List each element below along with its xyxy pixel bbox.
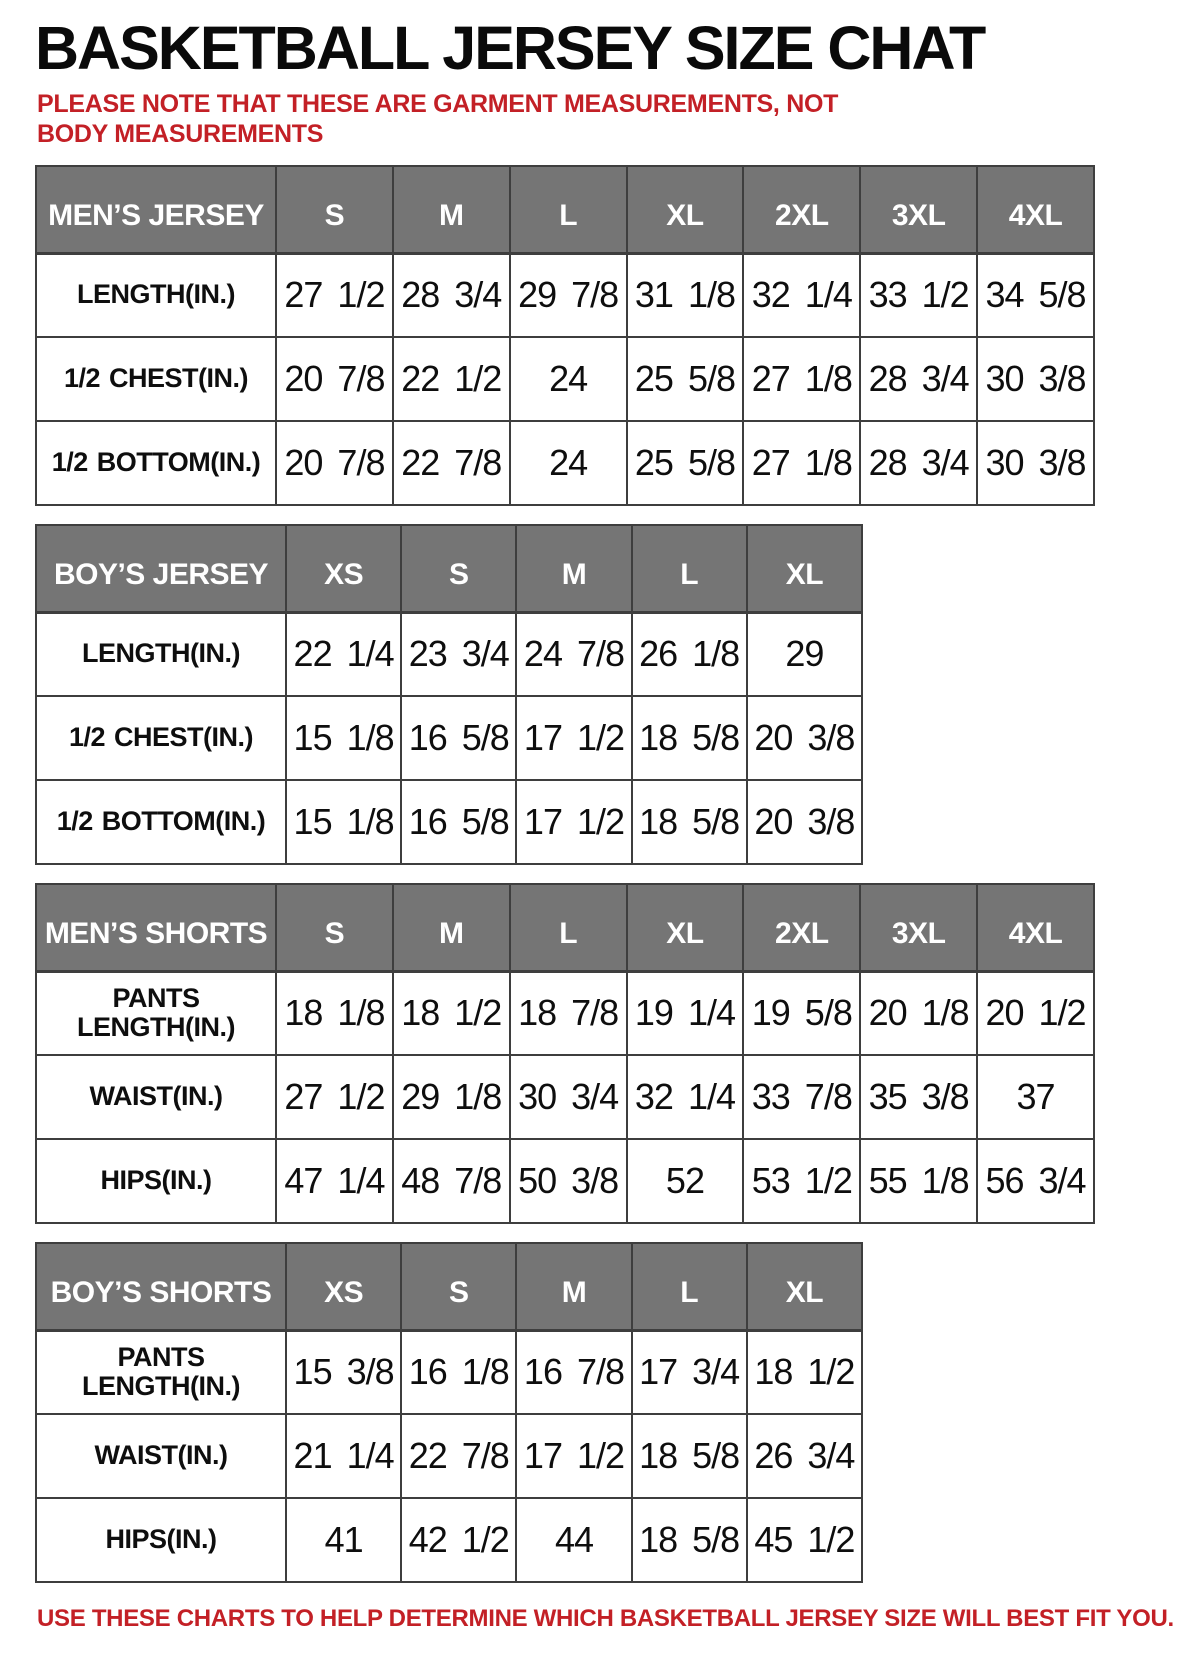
measurement-value-cell: 33 1/2 <box>860 253 977 337</box>
size-column-header: S <box>276 884 393 971</box>
size-column-header: L <box>632 525 747 612</box>
header-row <box>36 525 862 612</box>
size-column-header: XS <box>286 1243 401 1330</box>
measurement-value-cell: 20 7/8 <box>276 421 393 505</box>
table-row <box>36 253 1094 337</box>
size-column-header: S <box>401 1243 516 1330</box>
measurement-value-cell: 26 3/4 <box>747 1414 862 1498</box>
header-row <box>36 884 1094 971</box>
header-row <box>36 1243 862 1330</box>
measurement-value-cell: 50 3/8 <box>510 1139 627 1223</box>
measurement-value-cell: 25 5/8 <box>627 337 744 421</box>
table-row <box>36 696 862 780</box>
size-column-header: M <box>516 525 631 612</box>
row-label-cell: PANTS LENGTH(IN.) <box>36 971 276 1055</box>
size-column-header: XS <box>286 525 401 612</box>
header-row <box>36 166 1094 253</box>
measurement-value-cell: 27 1/8 <box>743 421 860 505</box>
measurement-value-cell: 15 3/8 <box>286 1330 401 1414</box>
measurement-value-cell: 18 5/8 <box>632 780 747 864</box>
size-table-4 <box>35 1242 863 1583</box>
measurement-value-cell: 48 7/8 <box>393 1139 510 1223</box>
measurement-value-cell: 21 1/4 <box>286 1414 401 1498</box>
size-column-header: XL <box>747 1243 862 1330</box>
table-name-cell: BOY’S SHORTS <box>36 1243 286 1330</box>
row-label-cell: LENGTH(IN.) <box>36 612 286 696</box>
measurement-value-cell: 20 1/2 <box>977 971 1094 1055</box>
size-column-header: 2XL <box>743 166 860 253</box>
measurement-value-cell: 17 1/2 <box>516 1414 631 1498</box>
measurement-value-cell: 37 <box>977 1055 1094 1139</box>
measurement-value-cell: 32 1/4 <box>627 1055 744 1139</box>
measurement-value-cell: 30 3/4 <box>510 1055 627 1139</box>
measurement-value-cell: 18 5/8 <box>632 696 747 780</box>
size-table-3 <box>35 883 1095 1224</box>
measurement-value-cell: 16 5/8 <box>401 696 516 780</box>
measurement-value-cell: 30 3/8 <box>977 421 1094 505</box>
measurement-value-cell: 16 7/8 <box>516 1330 631 1414</box>
size-column-header: XL <box>627 884 744 971</box>
table-name-cell: MEN’S JERSEY <box>36 166 276 253</box>
row-label-cell: 1/2 BOTTOM(IN.) <box>36 780 286 864</box>
size-column-header: 4XL <box>977 884 1094 971</box>
measurement-value-cell: 24 7/8 <box>516 612 631 696</box>
measurement-value-cell: 33 7/8 <box>743 1055 860 1139</box>
row-label-cell: HIPS(IN.) <box>36 1139 276 1223</box>
measurement-value-cell: 53 1/2 <box>743 1139 860 1223</box>
measurement-value-cell: 20 7/8 <box>276 337 393 421</box>
measurement-value-cell: 27 1/8 <box>743 337 860 421</box>
measurement-value-cell: 22 7/8 <box>401 1414 516 1498</box>
row-label-cell: 1/2 CHEST(IN.) <box>36 337 276 421</box>
size-column-header: XL <box>747 525 862 612</box>
measurement-value-cell: 20 3/8 <box>747 696 862 780</box>
measurement-value-cell: 16 5/8 <box>401 780 516 864</box>
measurement-value-cell: 20 1/8 <box>860 971 977 1055</box>
measurement-value-cell: 29 1/8 <box>393 1055 510 1139</box>
table-name-cell: BOY’S JERSEY <box>36 525 286 612</box>
measurement-value-cell: 55 1/8 <box>860 1139 977 1223</box>
table-row <box>36 1498 862 1582</box>
footer-note: USE THESE CHARTS TO HELP DETERMINE WHICH BASKETBALL JERSEY SIZE WILL BEST FIT YOU. <box>37 1605 1174 1633</box>
size-column-header: 2XL <box>743 884 860 971</box>
table-row <box>36 1055 1094 1139</box>
measurement-value-cell: 28 3/4 <box>860 421 977 505</box>
measurement-value-cell: 18 5/8 <box>632 1498 747 1582</box>
measurement-value-cell: 25 5/8 <box>627 421 744 505</box>
size-table-1 <box>35 165 1095 506</box>
size-column-header: 4XL <box>977 166 1094 253</box>
size-column-header: L <box>510 166 627 253</box>
measurement-value-cell: 18 5/8 <box>632 1414 747 1498</box>
measurement-value-cell: 44 <box>516 1498 631 1582</box>
measurement-value-cell: 24 <box>510 421 627 505</box>
row-label-cell: WAIST(IN.) <box>36 1414 286 1498</box>
tables-host <box>35 165 1170 1583</box>
row-label-cell: WAIST(IN.) <box>36 1055 276 1139</box>
garment-measurement-note: PLEASE NOTE THAT THESE ARE GARMENT MEASUREMENTS, NOT BODY MEASUREMENTS <box>37 90 839 148</box>
measurement-value-cell: 32 1/4 <box>743 253 860 337</box>
row-label-cell: HIPS(IN.) <box>36 1498 286 1582</box>
measurement-value-cell: 27 1/2 <box>276 1055 393 1139</box>
measurement-value-cell: 20 3/8 <box>747 780 862 864</box>
page-title: BASKETBALL JERSEY SIZE CHAT <box>35 14 985 82</box>
row-label-cell: LENGTH(IN.) <box>36 253 276 337</box>
size-column-header: M <box>516 1243 631 1330</box>
measurement-value-cell: 22 7/8 <box>393 421 510 505</box>
measurement-value-cell: 17 1/2 <box>516 780 631 864</box>
measurement-value-cell: 26 1/8 <box>632 612 747 696</box>
measurement-value-cell: 17 3/4 <box>632 1330 747 1414</box>
measurement-value-cell: 56 3/4 <box>977 1139 1094 1223</box>
measurement-value-cell: 22 1/2 <box>393 337 510 421</box>
table-row <box>36 1139 1094 1223</box>
measurement-value-cell: 23 3/4 <box>401 612 516 696</box>
table-name-cell: MEN’S SHORTS <box>36 884 276 971</box>
measurement-value-cell: 19 5/8 <box>743 971 860 1055</box>
table-row <box>36 612 862 696</box>
size-column-header: M <box>393 166 510 253</box>
size-column-header: 3XL <box>860 884 977 971</box>
measurement-value-cell: 29 <box>747 612 862 696</box>
measurement-value-cell: 22 1/4 <box>286 612 401 696</box>
measurement-value-cell: 19 1/4 <box>627 971 744 1055</box>
row-label-cell: 1/2 CHEST(IN.) <box>36 696 286 780</box>
table-row <box>36 780 862 864</box>
measurement-value-cell: 18 1/2 <box>747 1330 862 1414</box>
table-row <box>36 337 1094 421</box>
measurement-value-cell: 24 <box>510 337 627 421</box>
table-row <box>36 421 1094 505</box>
row-label-cell: 1/2 BOTTOM(IN.) <box>36 421 276 505</box>
size-column-header: S <box>401 525 516 612</box>
measurement-value-cell: 47 1/4 <box>276 1139 393 1223</box>
measurement-value-cell: 18 1/2 <box>393 971 510 1055</box>
size-column-header: L <box>510 884 627 971</box>
measurement-value-cell: 35 3/8 <box>860 1055 977 1139</box>
measurement-value-cell: 28 3/4 <box>860 337 977 421</box>
measurement-value-cell: 30 3/8 <box>977 337 1094 421</box>
table-row <box>36 1330 862 1414</box>
row-label-cell: PANTS LENGTH(IN.) <box>36 1330 286 1414</box>
measurement-value-cell: 15 1/8 <box>286 780 401 864</box>
measurement-value-cell: 15 1/8 <box>286 696 401 780</box>
size-table-2 <box>35 524 863 865</box>
size-column-header: L <box>632 1243 747 1330</box>
measurement-value-cell: 45 1/2 <box>747 1498 862 1582</box>
measurement-value-cell: 16 1/8 <box>401 1330 516 1414</box>
size-column-header: S <box>276 166 393 253</box>
size-column-header: M <box>393 884 510 971</box>
measurement-value-cell: 28 3/4 <box>393 253 510 337</box>
table-row <box>36 1414 862 1498</box>
measurement-value-cell: 42 1/2 <box>401 1498 516 1582</box>
measurement-value-cell: 17 1/2 <box>516 696 631 780</box>
measurement-value-cell: 31 1/8 <box>627 253 744 337</box>
table-row <box>36 971 1094 1055</box>
measurement-value-cell: 27 1/2 <box>276 253 393 337</box>
size-column-header: XL <box>627 166 744 253</box>
measurement-value-cell: 52 <box>627 1139 744 1223</box>
measurement-value-cell: 34 5/8 <box>977 253 1094 337</box>
measurement-value-cell: 18 1/8 <box>276 971 393 1055</box>
measurement-value-cell: 29 7/8 <box>510 253 627 337</box>
measurement-value-cell: 41 <box>286 1498 401 1582</box>
measurement-value-cell: 18 7/8 <box>510 971 627 1055</box>
size-column-header: 3XL <box>860 166 977 253</box>
